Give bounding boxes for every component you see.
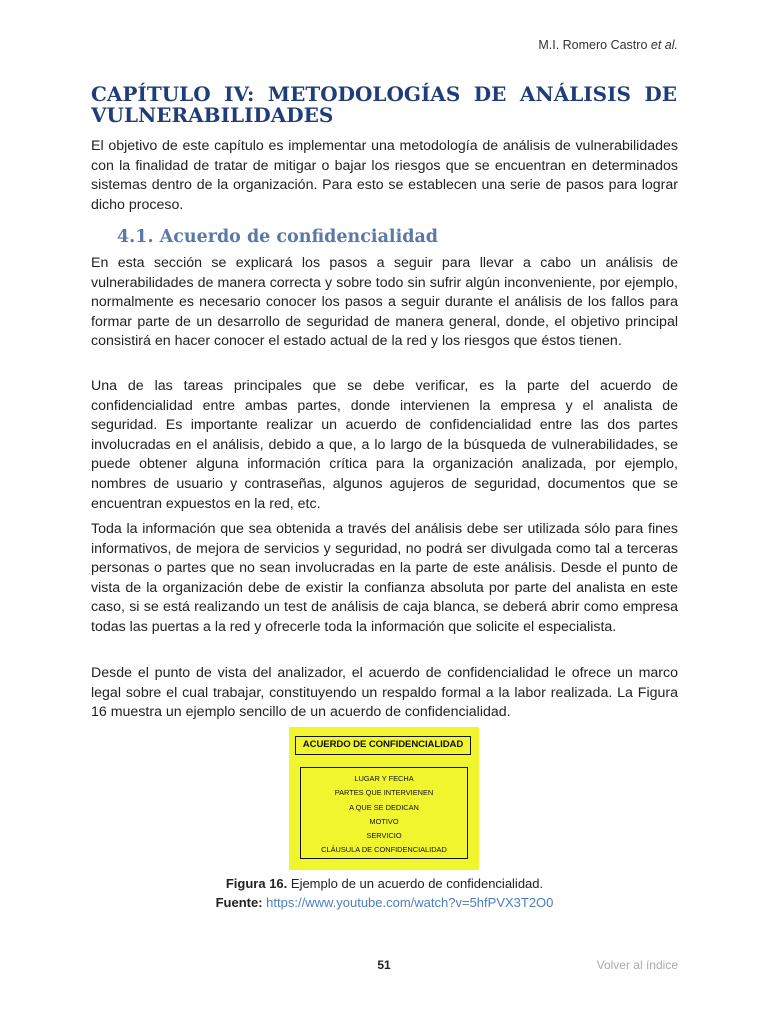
figure-caption-label: Figura 16. [225, 876, 288, 891]
figure-source-link[interactable]: https://www.youtube.com/watch?v=5hfPVX3T2O0 [266, 895, 554, 910]
figure-caption [91, 876, 678, 891]
figure-source [91, 895, 678, 910]
figure-item: PARTES QUE INTERVIENEN [334, 788, 434, 798]
figure-source-label: Fuente: [215, 895, 263, 910]
header-author-suffix: et al. [650, 38, 678, 52]
figure-item: A QUE SE DEDICAN [349, 802, 419, 812]
figure-confidentiality-agreement [289, 727, 479, 870]
section-paragraph-1: En esta sección se explicará los pasos a seguir para llevar a cabo un análisis de vulnerabilidades de manera correcta y sobre todo sin sufrir algún inconveniente, por ejemplo, normalmente es necesario conocer los pasos a seguir durante el análisis de los fallos para formar parte de un desarrollo de seguridad de manera general, donde, el objetivo principal consistirá en hacer conocer el estado actual de la red y los riesgos que éstos tienen. [91, 255, 678, 350]
section-paragraph-3: Toda la información que sea obtenida a través del análisis debe ser utilizada sólo para fines informativos, de mejora de servicios y seguridad, no podrá ser divulgada como tal a terceras personas o partes que no sean involucradas en la parte de este análisis. Desde el punto de vista de la organización debe de existir la confianza absoluta por parte del analista en este caso, si se está realizando un test de análisis de caja blanca, se deberá abrir como empresa todas las puertas a la red y ofrecerle toda la información que solicite el especialista. [91, 521, 678, 635]
back-to-index-link[interactable]: Volver al índice [596, 958, 678, 972]
running-header [538, 38, 678, 52]
section-paragraph-2: Una de las tareas principales que se debe verificar, es la parte del acuerdo de confidencialidad entre ambas partes, donde intervienen la empresa y el analista de seguridad. Es importante realizar un acuerdo de confidencialidad entre las dos partes involucradas en el análisis, debido a que, a lo largo de la búsqueda de vulnerabilidades, se puede obtener alguna información crítica para la organización analizada, por ejemplo, nombres de usuario y contraseñas, algunos agujeros de seguridad, documentos que se encuentran expuestos en la red, etc. [91, 378, 678, 512]
figure-items-box [300, 767, 468, 859]
figure-item: LUGAR Y FECHA [354, 774, 414, 783]
header-author-name: M.I. Romero Castro [538, 38, 648, 52]
section-paragraph-4: Desde el punto de vista del analizador, el acuerdo de confidencialidad le ofrece un marco legal sobre el cual trabajar, constituyendo un respaldo formal a la labor realizada. La Figura 16 muestra un ejemplo sencillo de un acuerdo de confidencialidad. [91, 665, 678, 721]
figure-caption-text: Ejemplo de un acuerdo de confidencialidad. [287, 876, 544, 891]
page-number: 51 [377, 958, 391, 972]
figure-item: CLÁUSULA DE CONFIDENCIALIDAD [321, 845, 447, 855]
intro-paragraph: El objetivo de este capítulo es implementar una metodología de análisis de vulnerabilidades con la finalidad de tratar de mitigar o bajar los riesgos que se encuentran en determinados sistemas dentro de la organización. Para esto se establecen una serie de pasos para lograr dicho proceso. [91, 138, 678, 213]
chapter-title: CAPÍTULO IV: METODOLOGÍAS DE ANÁLISIS DE VULNERABILIDADES [91, 82, 677, 127]
figure-item: MOTIVO [369, 816, 399, 826]
section-heading: 4.1. Acuerdo de confidencialidad [117, 227, 439, 247]
figure-title: ACUERDO DE CONFIDENCIALIDAD [295, 736, 471, 755]
figure-item: SERVICIO [366, 831, 402, 841]
